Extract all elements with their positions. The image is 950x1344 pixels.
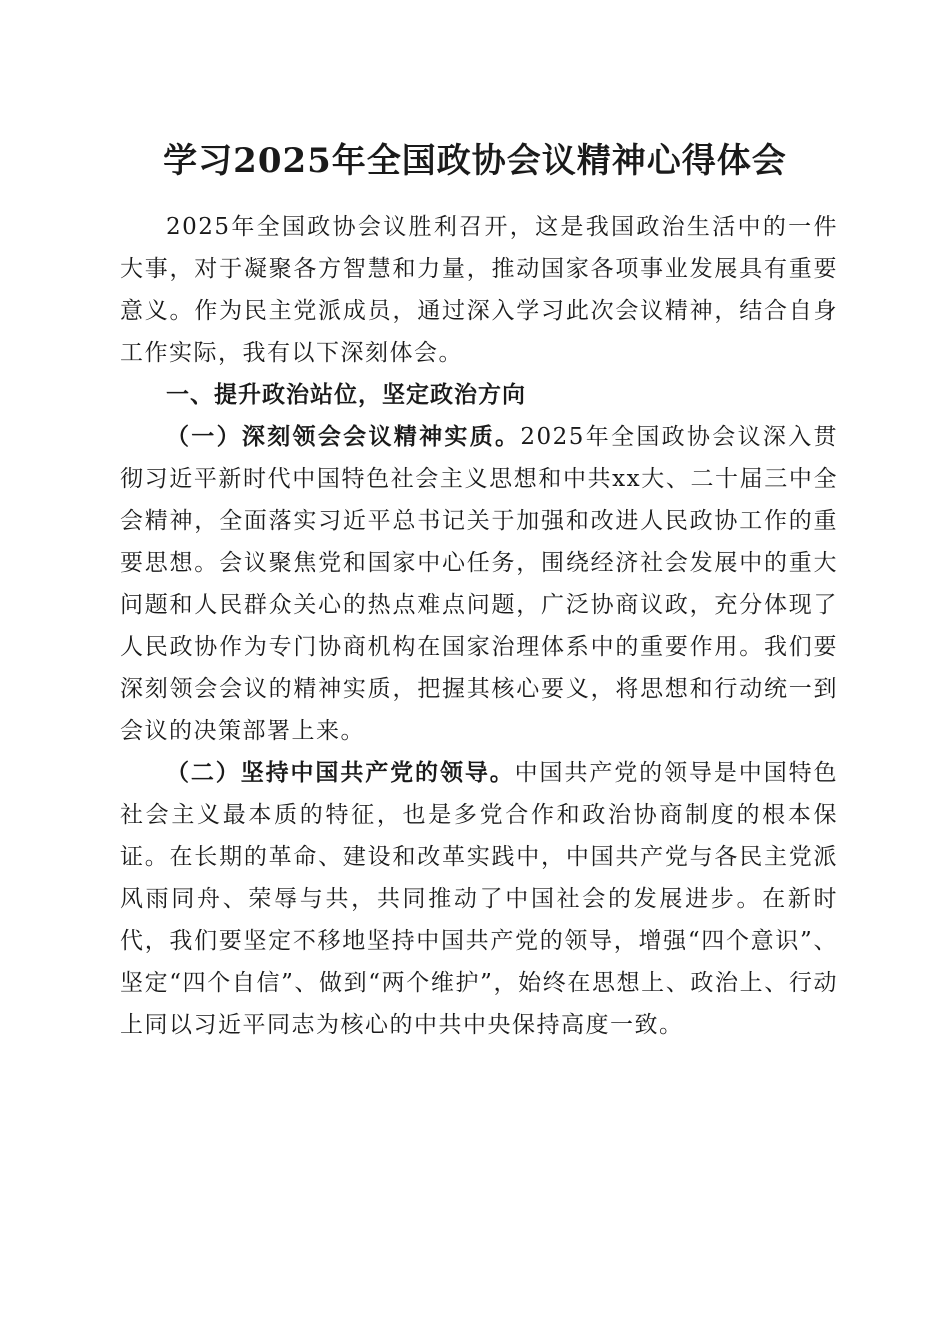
document-body [120, 206, 838, 1046]
intro-paragraph: 2025年全国政协会议胜利召开，这是我国政治生活中的一件大事，对于凝聚各方智慧和力量，推动国家各项事业发展具有重要意义。作为民主党派成员，通过深入学习此次会议精神，结合自身工作实际，我有以下深刻体会。 [120, 214, 838, 366]
subsection-text-1: 2025年全国政协会议深入贯彻习近平新时代中国特色社会主义思想和中共xx大、二十届三中全会精神，全面落实习近平总书记关于加强和改进人民政协工作的重要思想。会议聚焦党和国家中心任务，围绕经济社会发展中的重大问题和人民群众关心的热点难点问题，广泛协商议政，充分体现了人民政协作为专门协商机构在国家治理体系中的重要作用。我们要深刻领会会议的精神实质，把握其核心要义，将思想和行动统一到会议的决策部署上来。 [120, 424, 838, 744]
subsection-lead-2: （二）坚持中国共产党的领导。 [166, 759, 515, 786]
subsection-paragraph-1 [120, 416, 838, 752]
document-title: 学习2025年全国政协会议精神心得体会 [163, 141, 787, 181]
subsection-text-2: 中国共产党的领导是中国特色社会主义最本质的特征，也是多党合作和政治协商制度的根本保证。在长期的革命、建设和改革实践中，中国共产党与各民主党派风雨同舟、荣辱与共，共同推动了中国社会的发展进步。在新时代，我们要坚定不移地坚持中国共产党的领导，增强“四个意识”、坚定“四个自信”、做到“两个维护”，始终在思想上、政治上、行动上同以习近平同志为核心的中共中央保持高度一致。 [120, 760, 839, 1038]
section-heading-1: 一、提升政治站位，坚定政治方向 [166, 381, 526, 408]
subsection-paragraph-2 [120, 752, 838, 1046]
subsection-lead-1: （一）深刻领会会议精神实质。 [166, 423, 521, 450]
